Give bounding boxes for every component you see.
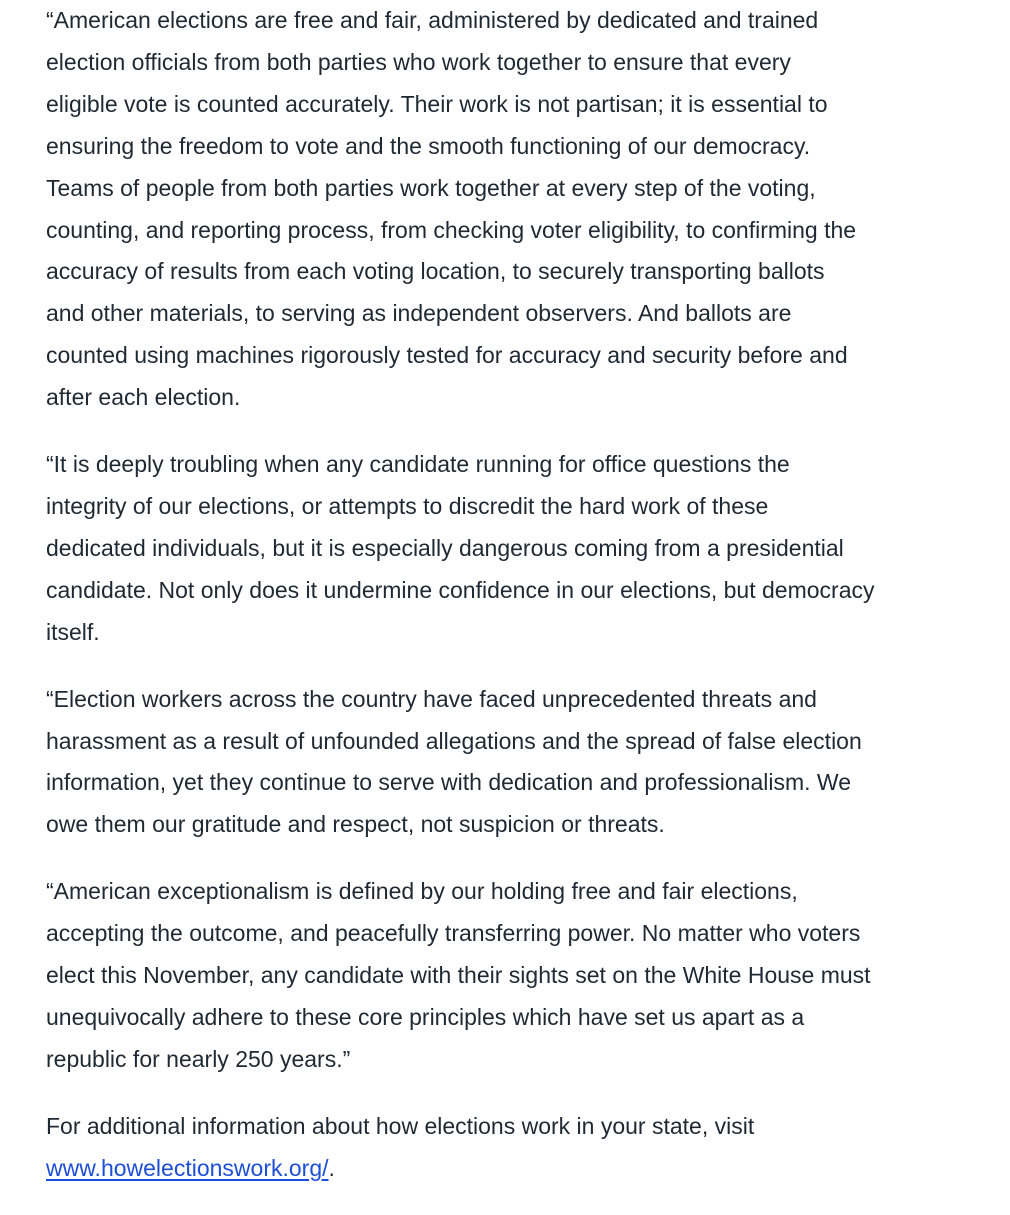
paragraph-1-line-2: election officials from both parties who work together to ensure that every (46, 48, 791, 75)
paragraph-2-line-2: integrity of our elections, or attempts to discredit the hard work of these (46, 492, 769, 519)
footer-link-line (46, 1148, 976, 1190)
paragraph-4-line-4: unequivocally adhere to these core principles which have set us apart as a (46, 1003, 805, 1030)
paragraph-1-line-6: counting, and reporting process, from checking voter eligibility, to confirming the (46, 216, 857, 243)
paragraph-4 (46, 871, 976, 1081)
article-body (46, 0, 976, 1215)
paragraph-1-line-4: ensuring the freedom to vote and the smooth functioning of our democracy. (46, 132, 811, 159)
howelectionswork-link[interactable]: www.howelectionswork.org/ (46, 1154, 329, 1181)
paragraph-3-line-4: owe them our gratitude and respect, not suspicion or threats. (46, 811, 665, 838)
paragraph-3-line-3: information, yet they continue to serve with dedication and professionalism. We (46, 769, 851, 796)
footer-intro: For additional information about how elections work in your state, visit (46, 1112, 755, 1139)
paragraph-2 (46, 444, 976, 654)
paragraph-1-line-8: and other materials, to serving as independent observers. And ballots are (46, 300, 792, 327)
paragraph-4-line-2: accepting the outcome, and peacefully transferring power. No matter who voters (46, 920, 861, 947)
paragraph-3 (46, 679, 976, 847)
paragraph-1-line-1: “American elections are free and fair, administered by dedicated and trained (46, 7, 819, 33)
paragraph-2-line-4: candidate. Not only does it undermine confidence in our elections, but democracy (46, 576, 875, 603)
paragraph-2-line-5: itself. (46, 618, 100, 645)
paragraph-3-line-2: harassment as a result of unfounded allegations and the spread of false election (46, 727, 862, 754)
footer-period: . (328, 1154, 335, 1181)
paragraph-4-line-1: “American exceptionalism is defined by our holding free and fair elections, (46, 878, 798, 905)
paragraph-3-line-1: “Election workers across the country have faced unprecedented threats and (46, 685, 817, 712)
paragraph-4-line-3: elect this November, any candidate with their sights set on the White House must (46, 962, 871, 989)
paragraph-1-line-3: eligible vote is counted accurately. Their work is not partisan; it is essential to (46, 90, 828, 117)
footer-paragraph (46, 1106, 976, 1190)
paragraph-1-line-5: Teams of people from both parties work together at every step of the voting, (46, 174, 816, 201)
paragraph-4-line-5: republic for nearly 250 years.” (46, 1045, 351, 1072)
paragraph-2-line-1: “It is deeply troubling when any candidate running for office questions the (46, 451, 790, 478)
paragraph-1-line-7: accuracy of results from each voting location, to securely transporting ballots (46, 258, 825, 285)
paragraph-1 (46, 0, 976, 419)
paragraph-2-line-3: dedicated individuals, but it is especially dangerous coming from a presidential (46, 534, 844, 561)
paragraph-1-line-10: after each election. (46, 384, 241, 411)
paragraph-1-line-9: counted using machines rigorously tested for accuracy and security before and (46, 342, 848, 369)
